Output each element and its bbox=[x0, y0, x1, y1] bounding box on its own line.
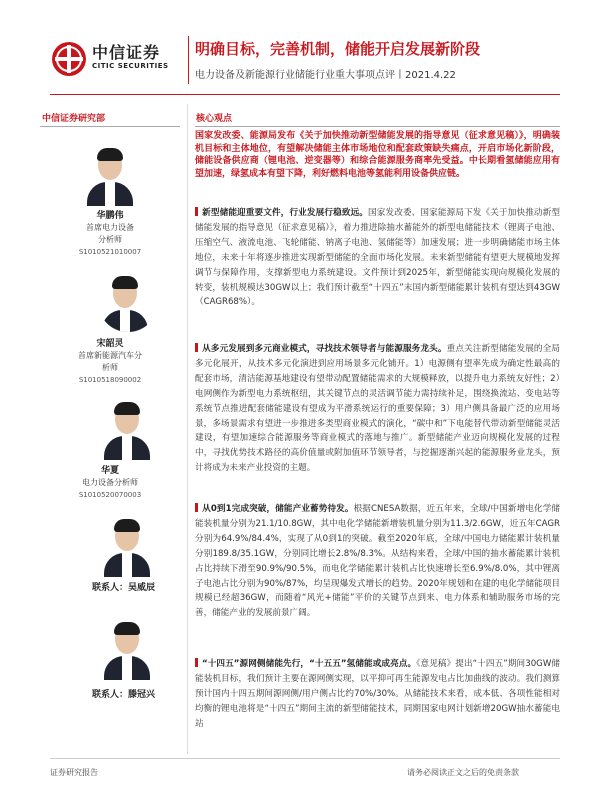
body-paragraph bbox=[195, 342, 560, 476]
column-divider bbox=[187, 104, 188, 754]
analyst-role: 析师 bbox=[102, 363, 118, 372]
analyst-photo-avatar bbox=[83, 144, 137, 206]
brand-name-en: CITIC SECURITIES bbox=[92, 62, 169, 70]
footer-disclaimer: 请务必阅读正文之后的免责条款 bbox=[407, 768, 519, 777]
footer-rule bbox=[50, 758, 560, 759]
body-paragraph bbox=[195, 206, 560, 310]
section-title: 核心观点 bbox=[196, 114, 233, 124]
bullet-marker-icon bbox=[195, 658, 198, 667]
section-rule bbox=[195, 126, 560, 127]
body-paragraph bbox=[195, 657, 560, 753]
analyst-name: 宋韶灵 bbox=[96, 339, 124, 349]
citic-logo-icon bbox=[52, 42, 86, 76]
contact-photo-avatar bbox=[100, 618, 154, 680]
analyst-card bbox=[40, 465, 180, 501]
report-header bbox=[0, 0, 600, 100]
analyst-name: 华夏 bbox=[100, 466, 119, 476]
paragraph-body: 国家发改委、国家能源局下发《关于加快推动新型储能发展的指导意见（征求意见稿）》，着力推进除抽水蓄能外的新型电储能技术（锂离子电池、压缩空气、液流电池、飞轮储能、钠离子电池、氢储能等）加速发展；进一步明确储能市场主体地位，未来十年将逐步推进实现新型储能的全面市场化发展。未来新型储能有望更大规模地发挥调节与保障作用，支撑新型电力系统建设。文件预计到2025年，新型储能实现向规模化发展的转变，装机规模达30GW以上；我们预计截至“十四五”末国内新型储能累计装机有望达到43GW（CAGR68%）。 bbox=[195, 208, 560, 308]
paragraph-lead: 从多元发展到多元商业模式，寻找技术领导者与能源服务龙头。 bbox=[202, 344, 447, 354]
summary-text: 国家发改委、能源局发布《关于加快推动新型储能发展的指导意见（征求意见稿）》，明确装机目标和主体地位，有望解决储能主体市场地位和配套政策缺失痛点，开启市场化新阶段，储能设备供应商（锂电池、逆变器等）和综合能源服务商率先受益。中长期看氢储能应用有望加速，绿氢成本有望下降，利好燃料电池等氢能利用设备供应链。 bbox=[195, 131, 560, 179]
paragraph-body: 重点关注新型储能发展的全局多元化展开，从技术多元化演进到应用场景多元化铺开。1）电源侧有望率先成为确定性最高的配套市场，清洁能源基地建设有望带动配置储能需求的大规模释放，以提升电力系统友好性；2）电网侧作为新型电力系统枢纽，其关键节点的灵活调节能力需持续补足，围绕换流站、变电站等系统节点推进配套储能建设有望成为平滑系统运行的重要保障；3）用户侧具备最广泛的应用场景，多场景需求有望进一步推进多类型商业模式的演化，“碳中和”下电能替代带动新型储能灵活建设，有望加速综合能源服务等商业模式的落地与推广。新型储能产业迈向规模化发展的过程中，寻找优势技术路径的高价值量或附加值环节领导者，与挖掘逐渐兴起的能源服务业龙头，预计将成为未来产业投资的主题。 bbox=[195, 344, 560, 474]
paragraph-body: 根据CNESA数据，近五年来，全球/中国新增电化学储能装机量分别为21.1/10.8GW，其中电化学储能新增装机量分别为11.3/2.6GW，近五年CAGR分别为64.9%/84.4%，实现了从0到1的突破。截至2020年底，全球/中国电力储能累计装机量分别189.8/35.1GW，分别同比增长2.8%/8.3%。从结构来看，全球/中国的抽水蓄能累计装机占比持续下滑至90.9%/90.5%，而电化学储能累计装机占比快速增长至6.9%/8.0%，其中锂离子电池占比分别为90%/87%，均呈现爆发式增长的趋势。2020年规划和在建的电化学储能项目规模已经超36GW，而随着“风光+储能”平价的关键节点到来、电力体系和辅助服务市场的完善，储能产业的发展前景广阔。 bbox=[195, 504, 560, 619]
paragraph-lead: “十四五”源网侧储能先行，“十五五”氢储能或成亮点。 bbox=[202, 659, 417, 669]
bullet-marker-icon bbox=[195, 207, 198, 216]
bullet-marker-icon bbox=[195, 343, 198, 352]
analyst-photo-avatar bbox=[98, 272, 158, 332]
brand-name-cn: 中信证券 bbox=[92, 43, 161, 62]
analyst-role: 电力设备分析师 bbox=[82, 478, 138, 487]
analyst-card bbox=[40, 210, 180, 258]
analyst-name: 华鹏伟 bbox=[96, 211, 124, 221]
sidebar-title: 中信证券研究部 bbox=[42, 114, 106, 124]
paragraph-lead: 新型储能迎重要文件，行业发展行稳致远。 bbox=[202, 208, 369, 218]
analyst-cert: S1010521010007 bbox=[78, 248, 142, 256]
analyst-cert: S1010518090002 bbox=[78, 376, 142, 384]
bullet-marker-icon bbox=[195, 503, 198, 512]
body-paragraph bbox=[195, 502, 560, 621]
analyst-role: 首席电力设备 bbox=[86, 223, 134, 232]
analyst-card bbox=[40, 338, 180, 386]
sidebar-rule bbox=[40, 126, 180, 127]
contact-photo-avatar bbox=[100, 515, 154, 577]
analyst-photo-avatar bbox=[100, 398, 154, 460]
header-divider bbox=[188, 36, 189, 84]
analyst-cert: S1010520070003 bbox=[78, 491, 142, 499]
header-rule bbox=[50, 94, 560, 95]
report-subtitle: 电力设备及新能源行业储能行业重大事项点评丨2021.4.22 bbox=[195, 70, 456, 81]
analyst-role: 首席新能源汽车分 bbox=[78, 351, 142, 360]
analyst-role: 分析师 bbox=[98, 235, 122, 244]
contact-label: 联系人：滕冠兴 bbox=[92, 690, 156, 700]
paragraph-body: 《意见稿》提出“十四五”期间30GW储能装机目标，我们预计主要在源网侧实现，以平抑可再生能源发电占比加曲线的波动。我们测算预计国内十四五期间源网侧/用户侧占比约70%/30%。从储能技术来看，成本低、各项性能相对均衡的锂电池将是“十四五”期间主流的新型储能技术，同期国家电网计划新增20GW抽水蓄能电站 bbox=[195, 659, 560, 729]
report-title: 明确目标，完善机制，储能开启发展新阶段 bbox=[195, 40, 481, 58]
footer-left-text: 证券研究报告 bbox=[50, 768, 98, 777]
contact-label: 联系人：吴威辰 bbox=[92, 583, 156, 593]
paragraph-lead: 从0到1完成突破，储能产业蓄势待发。 bbox=[202, 504, 354, 514]
